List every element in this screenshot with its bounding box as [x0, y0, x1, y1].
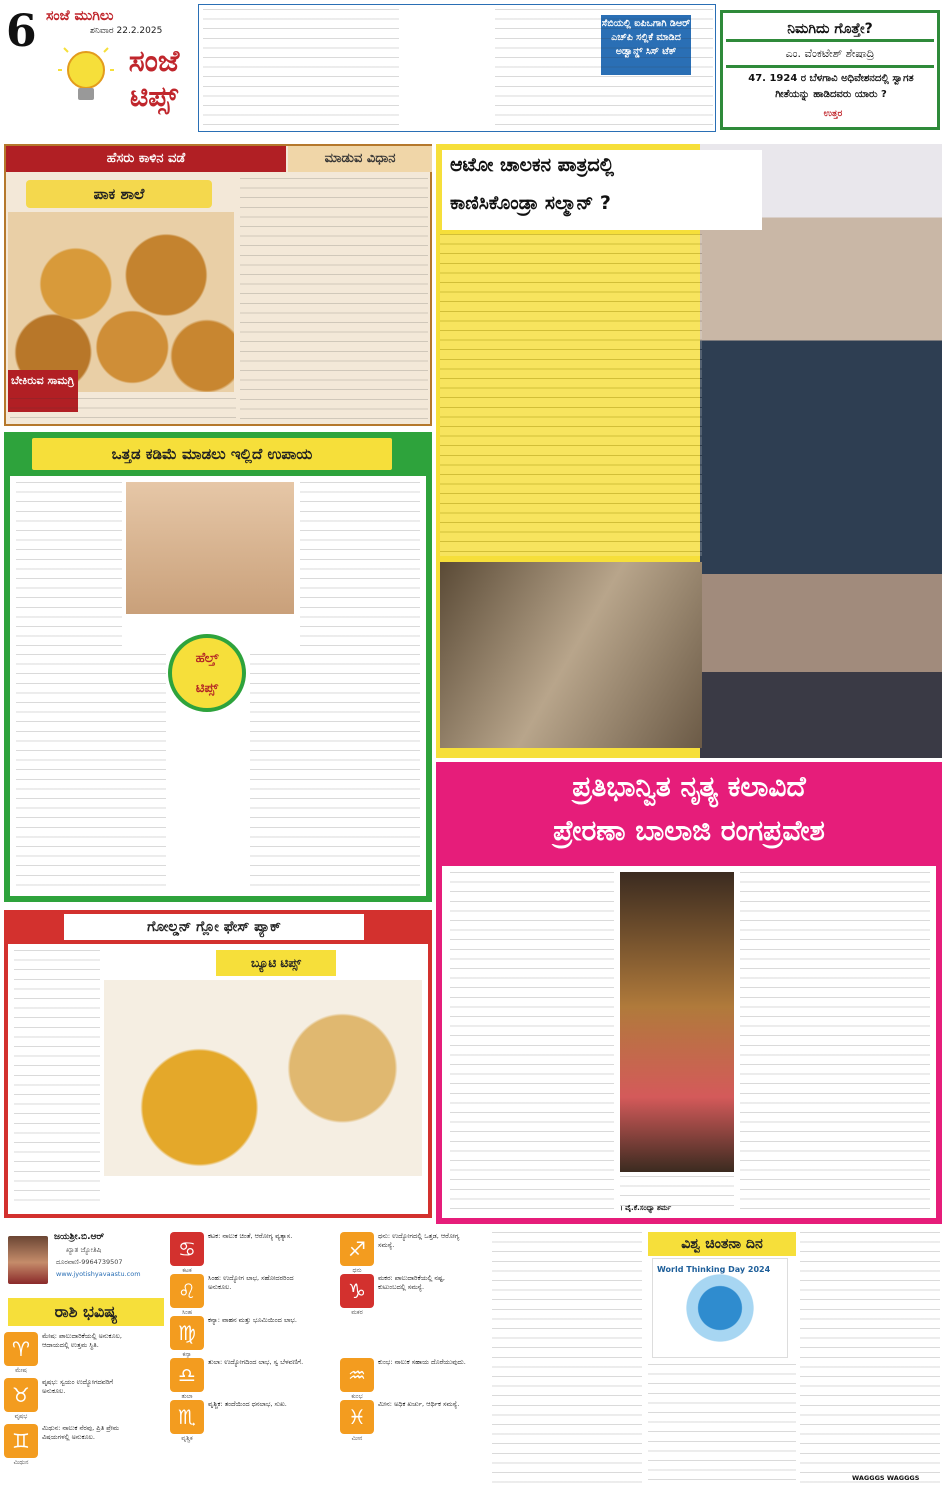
salman-section — [436, 144, 942, 758]
zodiac-icon: ♓ — [340, 1400, 374, 1434]
dance-byline: । ವೈ.ಕೆ.ಸಂಧ್ಯಾ ಶರ್ಮ — [620, 1204, 672, 1212]
beauty-text — [14, 950, 100, 1208]
recipe-photo — [8, 212, 234, 392]
thinking-day-image — [652, 1258, 788, 1358]
horoscope-sign — [340, 1400, 474, 1443]
horoscope-sign — [4, 1378, 138, 1421]
health-col-2a — [300, 482, 420, 650]
sign-icon-wrap — [340, 1400, 374, 1443]
beauty-title: ಗೋಲ್ಡನ್ ಗ್ಲೋ ಫೇಸ್ ಪ್ಯಾಕ್ — [64, 914, 364, 940]
horoscope-section — [4, 1228, 488, 1488]
quiz-question: 47. 1924 ರ ಬೆಳಗಾವಿ ಅಧಿವೇಶನದಲ್ಲಿ ಸ್ವಾಗತ ಗೀತೆಯನ್ನು ಹಾಡಿದವರು ಯಾರು ? — [748, 73, 914, 100]
brand-name: ಸಂಜೆ ಮುಗಿಲು — [46, 8, 114, 24]
dance-title-line1: ಪ್ರತಿಭಾನ್ವಿತ ನೃತ್ಯ ಕಲಾವಿದೆ — [572, 770, 806, 803]
quiz-answer — [733, 109, 933, 119]
salman-article — [440, 234, 702, 556]
sign-icon-wrap — [340, 1358, 374, 1401]
sign-name: ವೃಶ್ಚಿಕ — [181, 1435, 193, 1442]
sign-icon-wrap — [170, 1358, 204, 1401]
health-section — [4, 432, 432, 902]
recipe-section-tag: ಪಾಕ ಶಾಲೆ — [26, 180, 212, 208]
horoscope-sign — [4, 1332, 138, 1375]
dance-inner — [442, 866, 936, 1218]
dance-photo — [620, 872, 734, 1172]
sign-name: ಮೀನ — [351, 1435, 363, 1442]
sign-icon-wrap — [170, 1274, 204, 1317]
sign-name: ಸಿಂಹ — [181, 1309, 192, 1316]
horoscope-sign — [340, 1358, 474, 1401]
sign-name: ಕನ್ಯಾ — [182, 1351, 192, 1358]
thinking-tags: WAGGGS WAGGGS — [852, 1474, 920, 1482]
dance-col-left — [450, 872, 614, 1212]
sign-prediction: ಕನ್ಯಾ: ವಾಹನ ಮತ್ತು ಭೂಮಿಯಿಂದ ಲಾಭ. — [208, 1316, 297, 1324]
sign-prediction: ಮೀನ: ಅಧಿಕ ಖರ್ಚು, ಆರ್ಥಿಕ ಸಮಸ್ಯೆ. — [378, 1400, 460, 1408]
thinking-day-section — [492, 1228, 942, 1490]
sign-name: ಮೇಷ — [15, 1367, 27, 1374]
sign-icon-wrap — [4, 1424, 38, 1467]
section-title-line2: ಟಿಪ್ಸ್ — [130, 80, 178, 113]
sign-icon-wrap — [4, 1378, 38, 1421]
astrologer-card — [4, 1230, 170, 1304]
beauty-inner — [8, 944, 428, 1214]
issue-date: ಶನಿವಾರ 22.2.2025 — [90, 26, 163, 36]
sign-prediction: ವೃಶ್ಚಿಕ: ತಂದೆಯಿಂದ ಧನಲಾಭ, ಸುಖ. — [208, 1400, 287, 1408]
zodiac-icon: ♑ — [340, 1274, 374, 1308]
recipe-title: ಹೆಸರು ಕಾಳಿನ ವಡೆ — [6, 146, 286, 172]
health-badge-line2: ಟಿಪ್ಸ್ — [195, 681, 219, 696]
sign-name: ಮಕರ — [351, 1309, 363, 1316]
sign-prediction: ಕಟಕ: ನಾಲುಕ ಚಿಂತೆ, ಆರೋಗ್ಯ ವ್ಯತ್ಯಾಸ. — [208, 1232, 293, 1240]
ingredients-text — [10, 398, 236, 424]
ingredients-label: ಬೇಕಿರುವ ಸಾಮಗ್ರಿ — [8, 370, 78, 412]
section-title — [112, 44, 196, 114]
beauty-photo — [104, 980, 422, 1176]
bulb-icon — [58, 44, 114, 108]
beauty-section — [4, 910, 432, 1218]
sign-name: ತುಲಾ — [181, 1393, 193, 1400]
news-column-1 — [203, 9, 399, 127]
zodiac-icon: ♌ — [170, 1274, 204, 1308]
sign-name: ವೃಷಭ — [14, 1413, 28, 1420]
sign-prediction: ಸಿಂಹ: ಉದ್ಯೋಗ ಲಾಭ, ಸಹೋದರರಿಂದ ಅನುಕೂಲ. — [208, 1274, 294, 1291]
zodiac-icon: ♎ — [170, 1358, 204, 1392]
sign-icon-wrap — [4, 1332, 38, 1375]
news-highlight: ಸೆಬಿಯಲ್ಲಿ ಐಪಿಒಗಾಗಿ ಡಿಆರ್ ಎಚ್‌ಪಿ ಸಲ್ಲಿಕೆ ಮಾಡಿದ ಅಡ್ವಾನ್ಡ್ ಸಿಸ್ ಟೆಕ್ — [601, 15, 691, 75]
health-tips-badge — [168, 634, 246, 712]
thinking-title: ವಿಶ್ವ ಚಿಂತನಾ ದಿನ — [648, 1232, 796, 1256]
zodiac-icon: ♊ — [4, 1424, 38, 1458]
astrologer-role: ಖ್ಯಾತ ಜ್ಯೋತಿಷಿ — [66, 1246, 102, 1254]
zodiac-icon: ♒ — [340, 1358, 374, 1392]
astrologer-name: ಜಯಶ್ರೀ.ಬಿ.ಆರ್ — [54, 1232, 105, 1242]
thinking-col-right — [800, 1232, 940, 1486]
thinking-col-left — [492, 1232, 642, 1486]
health-col-2b — [250, 654, 420, 890]
sign-prediction: ಧನು: ಉದ್ಯೋಗದಲ್ಲಿ ಒತ್ತಡ, ಆರೋಗ್ಯ ಸಮಸ್ಯೆ. — [378, 1232, 460, 1249]
salman-title-line2: ಕಾಣಿಸಿಕೊಂಡ್ರಾ ಸಲ್ಮಾನ್ ? — [450, 192, 611, 214]
sign-icon-wrap — [170, 1232, 204, 1275]
sign-icon-wrap — [340, 1274, 374, 1317]
quiz-title: ನಿಮಗಿದು ಗೊತ್ತೇ? — [726, 16, 934, 42]
sign-icon-wrap — [340, 1232, 374, 1275]
health-title: ಒತ್ತಡ ಕಡಿಮೆ ಮಾಡಲು ಇಲ್ಲಿದೆ ಉಪಾಯ — [32, 438, 392, 470]
news-box — [198, 4, 716, 132]
salman-title-line1: ಆಟೋ ಚಾಲಕನ ಪಾತ್ರದಲ್ಲಿ — [450, 154, 615, 176]
quiz-box — [720, 10, 940, 130]
sign-prediction: ಮಿಥುನ: ನಾಲುಕ ನೆರವು, ಪ್ರಿತಿ ಪ್ರೇಮ ವಿಷಯಗಳಲ್ಲಿ ಅನುಕೂಲ. — [42, 1424, 120, 1441]
horoscope-sign — [4, 1424, 138, 1467]
horoscope-sign — [170, 1400, 304, 1443]
news-column-2 — [495, 9, 713, 127]
horoscope-title: ರಾಶಿ ಭವಿಷ್ಯ — [8, 1298, 164, 1326]
thinking-day-image-label: World Thinking Day 2024 — [657, 1265, 771, 1274]
zodiac-icon: ♍ — [170, 1316, 204, 1350]
horoscope-sign — [170, 1316, 304, 1359]
sign-prediction: ಮೇಷ: ಪಾಲುದಾರಿಕೆಯಲ್ಲಿ ಅನುಕೂಲ, ಆದಾಯದಲ್ಲಿ ಉತ್ತಮ ಸ್ಥಿತಿ. — [42, 1332, 122, 1349]
horoscope-sign — [170, 1358, 304, 1401]
dance-col-right — [740, 872, 930, 1212]
sign-name: ಕಟಕ — [182, 1267, 192, 1274]
horoscope-sign — [340, 1232, 474, 1275]
astrologer-website: www.jyotishyavaastu.com — [56, 1270, 141, 1278]
zodiac-icon: ♉ — [4, 1378, 38, 1412]
beauty-tag: ಬ್ಯೂಟಿ ಟಿಪ್ಸ್ — [216, 950, 336, 976]
astrologer-phone: ದೂರವಾಣಿ-9964739507 — [56, 1258, 123, 1266]
masthead — [0, 0, 945, 140]
sign-name: ಧನು — [352, 1267, 362, 1274]
zodiac-icon: ♋ — [170, 1232, 204, 1266]
recipe-section — [4, 144, 432, 426]
quiz-answer-label: ಉತ್ತರ — [823, 109, 843, 119]
zodiac-icon: ♏ — [170, 1400, 204, 1434]
sign-prediction: ತುಲಾ: ಉದ್ಯೋಗದಿಂದ ಲಾಭ, ಸ್ವ ಬೆಳವಣಿಗೆ. — [208, 1358, 304, 1366]
sign-prediction: ವೃಷಭ: ಸ್ವಯಂ ಉದ್ಯೋಗದವರಿಗೆ ಅನುಕೂಲ. — [42, 1378, 114, 1395]
sign-prediction: ಕುಂಭ: ನಾಲುಕ ಸಹಾಯ ದೊರೆಯುವುದು. — [378, 1358, 466, 1366]
thinking-col-mid — [648, 1364, 796, 1486]
health-col-1b — [16, 654, 166, 890]
horoscope-sign — [170, 1232, 304, 1275]
horoscope-sign — [340, 1274, 474, 1317]
health-col-1a — [16, 482, 122, 650]
dance-title-line2: ಪ್ರೇರಣಾ ಬಾಲಾಜಿ ರಂಗಪ್ರವೇಶ — [553, 814, 825, 847]
health-inner — [10, 476, 426, 896]
salman-film-still — [440, 562, 702, 748]
sign-icon-wrap — [170, 1316, 204, 1359]
sign-name: ಮಿಥುನ — [13, 1459, 29, 1466]
horoscope-sign — [170, 1274, 304, 1317]
zodiac-icon: ♈ — [4, 1332, 38, 1366]
salman-photo — [700, 144, 942, 758]
sign-prediction: ಮಕರ: ಪಾಲುದಾರಿಕೆಯಲ್ಲಿ ನಷ್ಟ, ಕುಟುಂಬದಲ್ಲಿ ಸಮಸ್ಯೆ. — [378, 1274, 445, 1291]
quiz-author: ಎಂ. ವೆಂಕಟೇಶ್ ಶೇಷಾದ್ರಿ — [726, 47, 934, 68]
recipe-method-label: ಮಾಡುವ ವಿಧಾನ — [288, 146, 432, 172]
recipe-body — [240, 178, 428, 422]
astrologer-avatar — [8, 1236, 48, 1284]
zodiac-icon: ♐ — [340, 1232, 374, 1266]
salman-headline-box — [442, 150, 762, 230]
health-photo — [126, 482, 294, 614]
health-badge-line1: ಹೆಲ್ತ್ — [195, 651, 219, 666]
sign-icon-wrap — [170, 1400, 204, 1443]
sign-name: ಕುಂಭ — [351, 1393, 363, 1400]
section-title-line1: ಸಂಜೆ — [128, 44, 180, 79]
page-number: 6 — [6, 6, 37, 57]
dance-section — [436, 762, 942, 1224]
